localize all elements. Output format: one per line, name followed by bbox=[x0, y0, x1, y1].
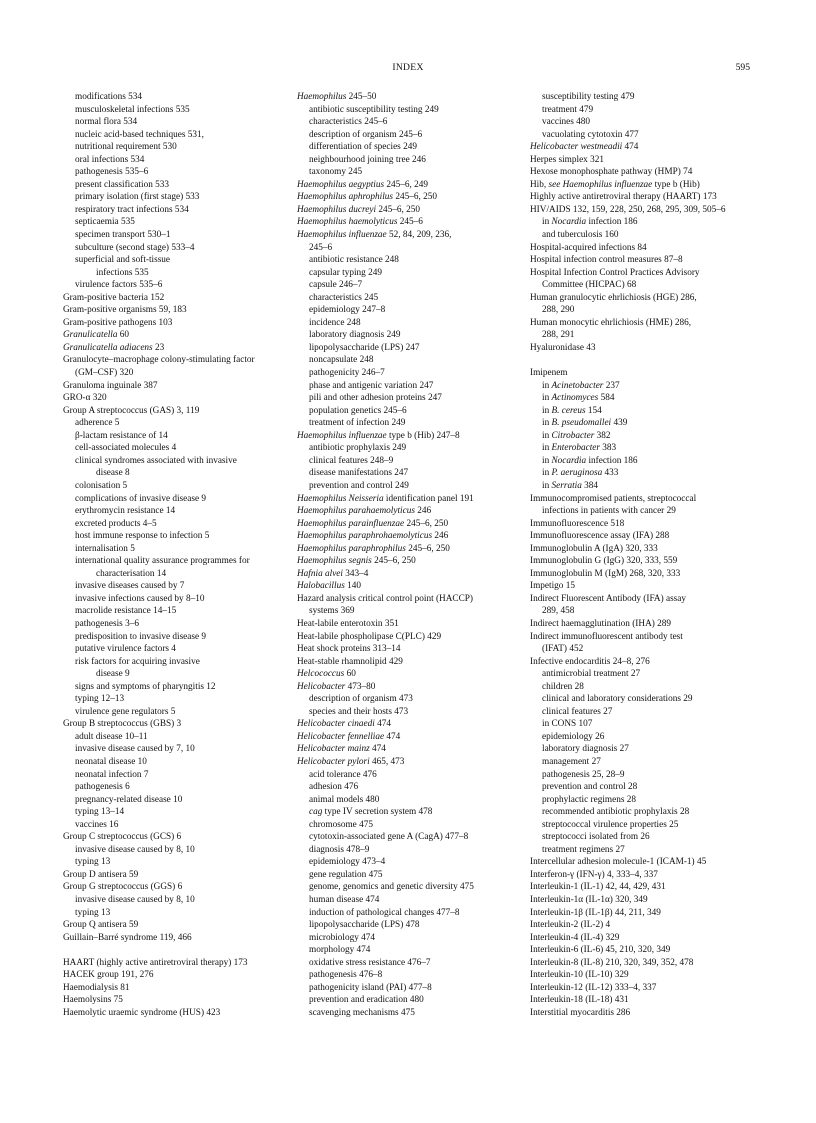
index-subentry: musculoskeletal infections 535 bbox=[75, 104, 190, 115]
index-entry: Helicobacter 473–80 bbox=[297, 681, 376, 692]
index-subentry: systems 369 bbox=[309, 606, 355, 617]
index-entry: Gram-positive pathogens 103 bbox=[63, 317, 173, 328]
index-subentry: signs and symptoms of pharyngitis 12 bbox=[75, 681, 216, 692]
index-subentry: incidence 248 bbox=[309, 317, 361, 328]
index-entry: Haemophilus influenzae 52, 84, 209, 236, bbox=[297, 230, 452, 241]
index-entry: Interleukin-18 (IL-18) 431 bbox=[530, 995, 629, 1006]
index-subentry: laboratory diagnosis 249 bbox=[309, 330, 401, 341]
index-subentry: species and their hosts 473 bbox=[309, 706, 409, 717]
index-entry: HAART (highly active antiretroviral therapy) 173 bbox=[63, 957, 248, 968]
index-subentry: susceptibility testing 479 bbox=[542, 92, 635, 102]
index-subentry: management 27 bbox=[542, 756, 601, 767]
index-subentry: pregnancy-related disease 10 bbox=[75, 794, 183, 805]
index-subentry: vaccines 480 bbox=[542, 117, 591, 128]
index-subentry: erythromycin resistance 14 bbox=[75, 506, 176, 517]
index-subentry: chromosome 475 bbox=[309, 819, 373, 830]
index-entry: Indirect Fluorescent Antibody (IFA) assay bbox=[530, 593, 687, 604]
index-entry: Granulicatella 60 bbox=[63, 330, 130, 341]
index-entry: Immunofluorescence 518 bbox=[530, 518, 625, 529]
index-entry: Hafnia alvei 343–4 bbox=[297, 568, 369, 579]
index-subentry: prevention and control 249 bbox=[309, 480, 409, 491]
index-entry: Interstitial myocarditis 286 bbox=[530, 1007, 631, 1018]
index-subentry: putative virulence factors 4 bbox=[75, 644, 176, 655]
index-column-2 bbox=[297, 91, 521, 1019]
index-subentry: infections 535 bbox=[96, 267, 149, 278]
index-entry: Group C streptococcus (GCS) 6 bbox=[63, 832, 182, 843]
index-subentry: 288, 291 bbox=[542, 330, 575, 341]
index-subentry: antimicrobial treatment 27 bbox=[542, 669, 641, 680]
index-entry: Hib, see Haemophilus influenzae type b (Hib) bbox=[530, 179, 700, 190]
index-subentry: description of organism 245–6 bbox=[309, 129, 423, 140]
index-entry: Indirect immunofluorescent antibody test bbox=[530, 631, 683, 642]
index-subentry: disease 8 bbox=[96, 468, 130, 479]
index-subentry: typing 13–14 bbox=[75, 807, 125, 818]
index-subentry: prevention and control 28 bbox=[542, 782, 638, 793]
index-subentry: in Enterobacter 383 bbox=[542, 443, 617, 454]
index-entry: Granulocyte–macrophage colony-stimulating factor bbox=[63, 355, 255, 366]
index-entry: GRO-α 320 bbox=[63, 393, 107, 404]
index-subentry: streptococcal virulence properties 25 bbox=[542, 819, 679, 830]
index-subentry: pili and other adhesion proteins 247 bbox=[309, 393, 442, 404]
index-entry: Granulicatella adiacens 23 bbox=[63, 342, 165, 353]
index-subentry: in CONS 107 bbox=[542, 719, 593, 730]
index-subentry: 245–6 bbox=[309, 242, 333, 253]
index-entry: HACEK group 191, 276 bbox=[63, 970, 154, 981]
index-subentry: prophylactic regimens 28 bbox=[542, 794, 637, 805]
index-spacer bbox=[530, 354, 758, 367]
index-entry: HIV/AIDS 132, 159, 228, 250, 268, 295, 309, 505–6 bbox=[530, 204, 726, 215]
index-subentry: neonatal infection 7 bbox=[75, 769, 149, 780]
index-entry: Interleukin-4 (IL-4) 329 bbox=[530, 932, 620, 943]
index-subentry: diagnosis 478–9 bbox=[309, 844, 370, 855]
index-subentry: invasive disease caused by 8, 10 bbox=[75, 895, 195, 905]
index-subentry: in Acinetobacter 237 bbox=[542, 380, 620, 391]
index-entry: Haemophilus parahaemolyticus 246 bbox=[297, 506, 432, 517]
index-subentry: epidemiology 247–8 bbox=[309, 305, 386, 316]
index-entry: Immunoglobulin G (IgG) 320, 333, 559 bbox=[530, 556, 678, 567]
index-subentry: taxonomy 245 bbox=[309, 167, 363, 178]
index-subentry: neighbourhood joining tree 246 bbox=[309, 154, 426, 165]
index-subentry: in B. cereus 154 bbox=[542, 405, 602, 416]
index-entry: Imipenem bbox=[530, 368, 568, 379]
index-subentry: in Actinomyces 584 bbox=[542, 393, 615, 404]
index-entry: Haemophilus Neisseria identification panel 191 bbox=[297, 493, 474, 504]
page-number: 595 bbox=[735, 62, 750, 73]
index-subentry: typing 13 bbox=[75, 907, 111, 918]
index-subentry: epidemiology 473–4 bbox=[309, 857, 386, 868]
index-subentry: population genetics 245–6 bbox=[309, 405, 407, 416]
index-entry: Hospital-acquired infections 84 bbox=[530, 242, 647, 253]
index-entry: Herpes simplex 321 bbox=[530, 154, 604, 165]
index-subentry: pathogenesis 476–8 bbox=[309, 970, 383, 981]
index-subentry: genome, genomics and genetic diversity 475 bbox=[309, 882, 474, 893]
index-entry: Helcococcus 60 bbox=[297, 669, 356, 680]
index-subentry: typing 12–13 bbox=[75, 694, 125, 705]
index-subentry: adult disease 10–11 bbox=[75, 731, 148, 742]
index-subentry: in Nocardia infection 186 bbox=[542, 455, 638, 466]
index-entry: Hospital Infection Control Practices Advisory bbox=[530, 267, 700, 278]
index-entry: Helicobacter fennelliae 474 bbox=[297, 731, 401, 742]
index-subentry: internalisation 5 bbox=[75, 543, 135, 554]
index-entry: Guillain–Barré syndrome 119, 466 bbox=[63, 932, 192, 943]
index-entry: Interleukin-2 (IL-2) 4 bbox=[530, 920, 611, 931]
index-entry: Interferon-γ (IFN-γ) 4, 333–4, 337 bbox=[530, 869, 658, 880]
index-subentry: host immune response to infection 5 bbox=[75, 531, 210, 542]
index-subentry: capsule 246–7 bbox=[309, 280, 363, 291]
index-entry: Immunoglobulin A (IgA) 320, 333 bbox=[530, 543, 658, 554]
index-subentry: risk factors for acquiring invasive bbox=[75, 656, 200, 667]
index-subentry: respiratory tract infections 534 bbox=[75, 204, 189, 215]
index-entry: Group D antisera 59 bbox=[63, 869, 139, 880]
index-entry: Haemophilus paraphrohaemolyticus 246 bbox=[297, 531, 449, 542]
index-subentry: laboratory diagnosis 27 bbox=[542, 744, 629, 755]
index-subentry: oxidative stress resistance 476–7 bbox=[309, 957, 431, 968]
index-subentry: induction of pathological changes 477–8 bbox=[309, 907, 460, 918]
index-spacer bbox=[63, 944, 288, 957]
index-subentry: typing 13 bbox=[75, 857, 111, 868]
index-subentry: (IFAT) 452 bbox=[542, 644, 584, 655]
index-subentry: disease 9 bbox=[96, 669, 130, 680]
index-entry: Interleukin-1β (IL-1β) 44, 211, 349 bbox=[530, 907, 661, 918]
index-subentry: acid tolerance 476 bbox=[309, 769, 377, 780]
index-entry: Interleukin-8 (IL-8) 210, 320, 349, 352, 478 bbox=[530, 957, 694, 968]
index-subentry: characteristics 245–6 bbox=[309, 117, 388, 128]
index-subentry: streptococci isolated from 26 bbox=[542, 832, 650, 843]
index-subentry: scavenging mechanisms 475 bbox=[309, 1007, 415, 1018]
index-subentry: pathogenicity 246–7 bbox=[309, 368, 385, 379]
index-entry: Haemophilus aphrophilus 245–6, 250 bbox=[297, 192, 437, 203]
index-subentry: in Serratia 384 bbox=[542, 480, 599, 491]
index-subentry: Committee (HICPAC) 68 bbox=[542, 280, 637, 291]
index-entry: Hazard analysis critical control point (HACCP) bbox=[297, 593, 473, 604]
index-subentry: description of organism 473 bbox=[309, 694, 413, 705]
page-header bbox=[0, 62, 816, 76]
index-subentry: and tuberculosis 160 bbox=[542, 230, 619, 241]
index-subentry: neonatal disease 10 bbox=[75, 756, 147, 767]
index-entry: Group Q antisera 59 bbox=[63, 920, 139, 931]
index-entry: Haemolysins 75 bbox=[63, 995, 123, 1006]
index-subentry: treatment regimens 27 bbox=[542, 844, 625, 855]
index-subentry: primary isolation (first stage) 533 bbox=[75, 192, 200, 203]
index-entry: Haemophilus segnis 245–6, 250 bbox=[297, 556, 416, 567]
index-entry: Haemophilus parainfluenzae 245–6, 250 bbox=[297, 518, 449, 529]
index-subentry: morphology 474 bbox=[309, 945, 371, 956]
index-entry: Hyaluronidase 43 bbox=[530, 342, 596, 353]
index-subentry: noncapsulate 248 bbox=[309, 355, 374, 366]
index-entry: Intercellular adhesion molecule-1 (ICAM-1) 45 bbox=[530, 857, 707, 868]
index-subentry: cag type IV secretion system 478 bbox=[309, 807, 433, 818]
index-subentry: antibiotic prophylaxis 249 bbox=[309, 443, 407, 454]
index-subentry: microbiology 474 bbox=[309, 932, 376, 943]
index-entry: Granuloma inguinale 387 bbox=[63, 380, 158, 391]
index-entry: Interleukin-1α (IL-1α) 320, 349 bbox=[530, 895, 648, 905]
index-subentry: invasive infections caused by 8–10 bbox=[75, 593, 205, 604]
index-entry: Haemodialysis 81 bbox=[63, 982, 130, 993]
index-subentry: adhesion 476 bbox=[309, 782, 359, 793]
index-subentry: excreted products 4–5 bbox=[75, 518, 157, 529]
index-subentry: clinical features 248–9 bbox=[309, 455, 394, 466]
index-subentry: specimen transport 530–1 bbox=[75, 230, 171, 241]
index-entry: Indirect haemagglutination (IHA) 289 bbox=[530, 618, 672, 629]
index-subentry: nucleic acid-based techniques 531, bbox=[75, 129, 204, 140]
index-entry: Hospital infection control measures 87–8 bbox=[530, 255, 683, 266]
index-subentry: clinical syndromes associated with invasive bbox=[75, 455, 237, 466]
index-subentry: colonisation 5 bbox=[75, 480, 128, 491]
index-subentry: virulence gene regulators 5 bbox=[75, 706, 176, 717]
index-subentry: treatment 479 bbox=[542, 104, 594, 115]
index-entry: Heat-labile phospholipase C(PLC) 429 bbox=[297, 631, 442, 642]
index-subentry: 288, 290 bbox=[542, 305, 575, 316]
index-subentry: 289, 458 bbox=[542, 606, 575, 617]
index-entry: Group G streptococcus (GGS) 6 bbox=[63, 882, 183, 893]
index-entry: Heat-labile enterotoxin 351 bbox=[297, 618, 399, 629]
index-entry: Immunoglobulin M (IgM) 268, 320, 333 bbox=[530, 568, 681, 579]
index-subentry: prevention and eradication 480 bbox=[309, 995, 424, 1006]
index-subentry: modifications 534 bbox=[75, 92, 143, 102]
index-entry: Impetigo 15 bbox=[530, 581, 575, 592]
index-subentry: nutritional requirement 530 bbox=[75, 142, 177, 153]
index-subentry: pathogenesis 3–6 bbox=[75, 618, 139, 629]
index-subentry: antibiotic susceptibility testing 249 bbox=[309, 104, 439, 115]
index-column-1 bbox=[63, 91, 288, 1019]
index-subentry: phase and antigenic variation 247 bbox=[309, 380, 434, 391]
index-entry: Haemolytic uraemic syndrome (HUS) 423 bbox=[63, 1007, 221, 1018]
index-subentry: complications of invasive disease 9 bbox=[75, 493, 207, 504]
index-subentry: disease manifestations 247 bbox=[309, 468, 409, 479]
index-subentry: cell-associated molecules 4 bbox=[75, 443, 177, 454]
index-subentry: human disease 474 bbox=[309, 895, 380, 905]
index-subentry: vacuolating cytotoxin 477 bbox=[542, 129, 639, 140]
index-subentry: clinical and laboratory considerations 29 bbox=[542, 694, 693, 705]
running-head: INDEX bbox=[392, 62, 424, 73]
index-subentry: adherence 5 bbox=[75, 418, 120, 429]
index-entry: Haemophilus aegyptius 245–6, 249 bbox=[297, 179, 429, 190]
index-entry: Gram-positive bacteria 152 bbox=[63, 292, 165, 303]
index-subentry: invasive disease caused by 7, 10 bbox=[75, 744, 195, 755]
index-subentry: (GM–CSF) 320 bbox=[75, 368, 134, 379]
index-subentry: international quality assurance programmes for bbox=[75, 556, 250, 567]
index-entry: Interleukin-6 (IL-6) 45, 210, 320, 349 bbox=[530, 945, 671, 956]
index-subentry: clinical features 27 bbox=[542, 706, 613, 717]
index-subentry: in P. aeruginosa 433 bbox=[542, 468, 619, 479]
index-subentry: pathogenesis 25, 28–9 bbox=[542, 769, 625, 780]
index-entry: Heat shock proteins 313–14 bbox=[297, 644, 401, 655]
index-subentry: vaccines 16 bbox=[75, 819, 119, 830]
index-subentry: normal flora 534 bbox=[75, 117, 138, 128]
index-entry: Halobacillus 140 bbox=[297, 581, 361, 592]
index-subentry: infections in patients with cancer 29 bbox=[542, 506, 676, 517]
index-subentry: lipopolysaccharide (LPS) 478 bbox=[309, 920, 420, 931]
index-subentry: virulence factors 535–6 bbox=[75, 280, 163, 291]
index-subentry: present classification 533 bbox=[75, 179, 170, 190]
index-entry: Heat-stable rhamnolipid 429 bbox=[297, 656, 403, 667]
index-subentry: pathogenesis 6 bbox=[75, 782, 130, 793]
index-entry: Helicobacter pylori 465, 473 bbox=[297, 756, 405, 767]
index-subentry: lipopolysaccharide (LPS) 247 bbox=[309, 342, 420, 353]
index-entry: Immunofluorescence assay (IFA) 288 bbox=[530, 531, 670, 542]
index-subentry: oral infections 534 bbox=[75, 154, 145, 165]
index-entry: Haemophilus ducreyi 245–6, 250 bbox=[297, 204, 420, 215]
index-entry: Immunocompromised patients, streptococcal bbox=[530, 493, 697, 504]
index-subentry: antibiotic resistance 248 bbox=[309, 255, 399, 266]
index-subentry: subculture (second stage) 533–4 bbox=[75, 242, 195, 253]
index-column-3 bbox=[530, 91, 758, 1019]
index-entry: Group B streptococcus (GBS) 3 bbox=[63, 719, 182, 730]
index-subentry: pathogenicity island (PAI) 477–8 bbox=[309, 982, 432, 993]
index-subentry: superficial and soft-tissue bbox=[75, 255, 171, 266]
index-subentry: epidemiology 26 bbox=[542, 731, 605, 742]
index-entry: Highly active antiretroviral therapy (HAART) 173 bbox=[530, 192, 717, 203]
index-subentry: children 28 bbox=[542, 681, 584, 692]
index-entry: Infective endocarditis 24–8, 276 bbox=[530, 656, 650, 667]
index-entry: Interleukin-12 (IL-12) 333–4, 337 bbox=[530, 982, 657, 993]
index-subentry: characterisation 14 bbox=[96, 568, 167, 579]
index-subentry: recommended antibiotic prophylaxis 28 bbox=[542, 807, 690, 818]
index-subentry: β-lactam resistance of 14 bbox=[75, 430, 168, 441]
index-entry: Helicobacter cinaedi 474 bbox=[297, 719, 392, 730]
index-subentry: in Nocardia infection 186 bbox=[542, 217, 638, 228]
index-subentry: differentiation of species 249 bbox=[309, 142, 417, 153]
index-subentry: invasive diseases caused by 7 bbox=[75, 581, 185, 592]
index-entry: Human granulocytic ehrlichiosis (HGE) 286, bbox=[530, 292, 697, 303]
index-subentry: cytotoxin-associated gene A (CagA) 477–8 bbox=[309, 832, 469, 843]
index-entry: Hexose monophosphate pathway (HMP) 74 bbox=[530, 167, 693, 178]
index-entry: Haemophilus 245–50 bbox=[297, 92, 377, 102]
index-subentry: in B. pseudomallei 439 bbox=[542, 418, 628, 429]
index-subentry: in Citrobacter 382 bbox=[542, 430, 611, 441]
index-entry: Interleukin-10 (IL-10) 329 bbox=[530, 970, 629, 981]
index-subentry: treatment of infection 249 bbox=[309, 418, 406, 429]
index-entry: Haemophilus influenzae type b (Hib) 247–8 bbox=[297, 430, 460, 441]
index-subentry: gene regulation 475 bbox=[309, 869, 383, 880]
index-subentry: septicaemia 535 bbox=[75, 217, 135, 228]
index-subentry: macrolide resistance 14–15 bbox=[75, 606, 177, 617]
index-entry: Interleukin-1 (IL-1) 42, 44, 429, 431 bbox=[530, 882, 666, 893]
index-entry: Group A streptococcus (GAS) 3, 119 bbox=[63, 405, 200, 416]
index-entry: Haemophilus paraphrophilus 245–6, 250 bbox=[297, 543, 450, 554]
index-subentry: invasive disease caused by 8, 10 bbox=[75, 844, 195, 855]
index-entry: Helicobacter mainz 474 bbox=[297, 744, 386, 755]
index-entry: Haemophilus haemolyticus 245–6 bbox=[297, 217, 423, 228]
index-subentry: characteristics 245 bbox=[309, 292, 379, 303]
index-entry: Helicobacter westmeadii 474 bbox=[530, 142, 639, 153]
index-subentry: pathogenesis 535–6 bbox=[75, 167, 149, 178]
index-entry: Human monocytic ehrlichiosis (HME) 286, bbox=[530, 317, 692, 328]
index-subentry: capsular typing 249 bbox=[309, 267, 382, 278]
index-subentry: animal models 480 bbox=[309, 794, 380, 805]
index-entry: Gram-positive organisms 59, 183 bbox=[63, 305, 187, 316]
index-subentry: predisposition to invasive disease 9 bbox=[75, 631, 207, 642]
